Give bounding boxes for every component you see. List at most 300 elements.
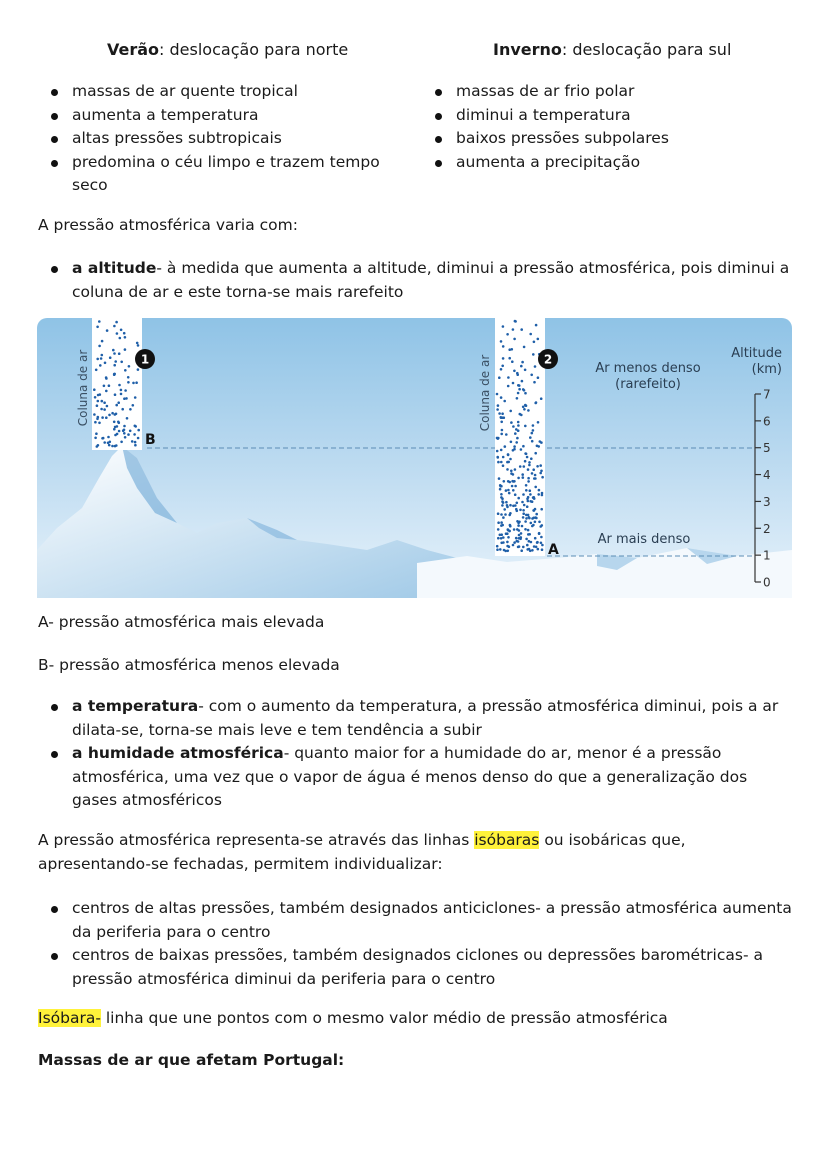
- more-dense-label: Ar mais denso: [597, 532, 691, 547]
- air-particle: [507, 376, 510, 379]
- air-particle: [135, 381, 138, 384]
- air-particle: [101, 354, 104, 357]
- air-particle: [531, 500, 534, 503]
- air-particle: [124, 369, 127, 372]
- column-label-1: Coluna de ar: [76, 349, 90, 427]
- winter-heading-bold: Inverno: [493, 40, 562, 59]
- air-particle: [503, 480, 506, 483]
- air-particle: [500, 421, 503, 424]
- air-particle: [541, 476, 544, 479]
- air-particle: [535, 513, 538, 516]
- air-particle: [537, 376, 540, 379]
- air-particle: [101, 340, 104, 343]
- air-particle: [502, 464, 505, 467]
- air-particle: [501, 500, 504, 503]
- air-particle: [114, 360, 117, 363]
- air-masses-heading: Massas de ar que afetam Portugal:: [38, 1051, 345, 1069]
- air-particle: [497, 537, 500, 540]
- air-particle: [113, 352, 116, 355]
- air-particle: [105, 377, 108, 380]
- air-particle: [114, 434, 117, 437]
- air-particle: [523, 504, 526, 507]
- air-particle: [120, 361, 123, 364]
- air-particle: [520, 328, 523, 331]
- altitude-list: [38, 257, 793, 304]
- less-dense-label: Ar menos denso: [595, 361, 701, 376]
- air-particle: [511, 480, 514, 483]
- air-particle: [108, 414, 111, 417]
- air-particle: [94, 437, 97, 440]
- air-particle: [537, 493, 540, 496]
- air-particle: [530, 457, 533, 460]
- air-particle: [115, 321, 118, 324]
- air-particle: [113, 325, 116, 328]
- air-particle: [514, 432, 517, 435]
- air-particle: [538, 532, 541, 535]
- air-particle: [513, 370, 516, 373]
- air-particle: [498, 376, 501, 379]
- air-particle: [529, 489, 532, 492]
- air-particle: [517, 524, 520, 527]
- air-particle: [498, 412, 501, 415]
- air-particle: [126, 417, 129, 420]
- scale-tick-label: 2: [763, 521, 771, 536]
- air-particle: [512, 544, 515, 547]
- air-particle: [118, 430, 121, 433]
- less-dense-sub-label: (rarefeito): [615, 377, 681, 392]
- air-particle: [97, 416, 100, 419]
- air-particle: [531, 525, 534, 528]
- air-particle: [529, 550, 532, 553]
- air-particle: [515, 441, 518, 444]
- list-item: [38, 695, 793, 742]
- air-particle: [109, 356, 112, 359]
- air-particle: [103, 385, 106, 388]
- air-particle: [524, 425, 527, 428]
- air-particle: [137, 344, 140, 347]
- air-particle: [525, 517, 528, 520]
- air-particle: [531, 432, 534, 435]
- air-particle: [502, 345, 505, 348]
- air-particle: [512, 505, 515, 508]
- pressure-intro: A pressão atmosférica varia com:: [38, 216, 298, 234]
- air-particle: [524, 392, 527, 395]
- air-particle: [503, 508, 506, 511]
- air-particle: [124, 389, 127, 392]
- air-particle: [497, 437, 500, 440]
- air-particle: [115, 404, 118, 407]
- air-particle: [134, 396, 137, 399]
- air-particle: [535, 401, 538, 404]
- air-particle: [525, 489, 528, 492]
- air-particle: [113, 364, 116, 367]
- air-particle: [101, 400, 104, 403]
- factor-humidity-bold: a humidade atmosférica: [72, 744, 284, 762]
- air-particle: [117, 401, 120, 404]
- air-particle: [507, 536, 510, 539]
- air-particle: [541, 548, 544, 551]
- air-particle: [520, 448, 523, 451]
- air-particle: [500, 461, 503, 464]
- air-particle: [496, 450, 499, 453]
- air-particle: [510, 441, 513, 444]
- air-particle: [511, 360, 514, 363]
- list-item: diminui a temperatura: [422, 104, 802, 128]
- air-particle: [117, 421, 120, 424]
- list-item: [38, 257, 793, 304]
- scale-tick-label: 1: [763, 548, 771, 563]
- air-particle: [540, 508, 543, 511]
- air-particle: [537, 548, 540, 551]
- air-particle: [510, 421, 513, 424]
- air-particle: [496, 408, 499, 411]
- scale-tick-label: 4: [763, 468, 771, 483]
- air-particle: [113, 421, 116, 424]
- marker-1-label: 1: [140, 352, 150, 367]
- air-particle: [496, 456, 499, 459]
- air-particle: [525, 484, 528, 487]
- air-particle: [527, 409, 530, 412]
- air-particle: [499, 485, 502, 488]
- air-particle: [516, 510, 519, 513]
- air-particle: [524, 520, 527, 523]
- air-particle: [514, 468, 517, 471]
- air-particle: [123, 397, 126, 400]
- air-particle: [501, 497, 504, 500]
- air-particle: [537, 421, 540, 424]
- air-particle: [107, 436, 110, 439]
- air-particle: [525, 453, 528, 456]
- air-particle: [105, 390, 108, 393]
- air-particle: [526, 505, 529, 508]
- air-particle: [511, 348, 514, 351]
- air-particle: [127, 433, 130, 436]
- air-particle: [496, 393, 499, 396]
- air-particle: [527, 514, 530, 517]
- air-particle: [512, 473, 515, 476]
- list-item: massas de ar frio polar: [422, 80, 802, 104]
- air-particle: [517, 546, 520, 549]
- air-particle: [519, 509, 522, 512]
- air-particle: [538, 521, 541, 524]
- air-particle: [504, 445, 507, 448]
- air-particle: [521, 380, 524, 383]
- air-particle: [500, 433, 503, 436]
- air-particle: [506, 504, 509, 507]
- air-particle: [518, 388, 521, 391]
- air-particle: [109, 441, 112, 444]
- air-particle: [532, 509, 535, 512]
- altitude-scale-title: Altitude: [731, 346, 782, 361]
- air-particle: [114, 445, 117, 448]
- air-particle: [506, 468, 509, 471]
- air-particle: [108, 384, 111, 387]
- air-particle: [516, 372, 519, 375]
- air-particle: [541, 544, 544, 547]
- air-particle: [517, 522, 520, 525]
- air-particle: [530, 522, 533, 525]
- air-particle: [527, 496, 530, 499]
- air-particle: [111, 445, 114, 448]
- altitude-pressure-figure: [37, 318, 792, 598]
- air-particle: [540, 397, 543, 400]
- air-particle: [132, 382, 135, 385]
- list-item: centros de altas pressões, também designados anticiclones- a pressão atmosférica aumenta da periferia para o centro: [38, 897, 793, 944]
- air-particle: [502, 325, 505, 328]
- air-particle: [529, 436, 532, 439]
- column-label-2: Coluna de ar: [478, 354, 492, 432]
- air-particle: [502, 456, 505, 459]
- air-particle: [111, 412, 114, 415]
- air-particle: [507, 461, 510, 464]
- list-item: altas pressões subtropicais: [38, 127, 398, 151]
- air-particle: [124, 336, 127, 339]
- air-column-1: [92, 318, 142, 450]
- air-particle: [101, 437, 104, 440]
- air-particle: [524, 528, 527, 531]
- air-particle: [134, 444, 137, 447]
- air-particle: [497, 404, 500, 407]
- air-particle: [497, 461, 500, 464]
- air-particle: [532, 429, 535, 432]
- air-particle: [113, 373, 116, 376]
- air-particle: [500, 340, 503, 343]
- list-item: centros de baixas pressões, também designados ciclones ou depressões barométricas- a pressão atmosférica diminui da periferia para o centro: [38, 944, 793, 991]
- air-particle: [499, 548, 502, 551]
- air-particle: [513, 541, 516, 544]
- air-particle: [134, 425, 137, 428]
- air-particle: [497, 512, 500, 515]
- air-particle: [500, 513, 503, 516]
- air-particle: [500, 396, 503, 399]
- air-particle: [514, 493, 517, 496]
- air-particle: [509, 410, 512, 413]
- air-particle: [523, 465, 526, 468]
- air-particle: [527, 480, 530, 483]
- list-item: predomina o céu limpo e trazem tempo seco: [38, 151, 398, 198]
- air-particle: [512, 425, 515, 428]
- air-particle: [534, 537, 537, 540]
- air-particle: [94, 396, 97, 399]
- air-particle: [508, 530, 511, 533]
- factor-temperature-text: - com o aumento da temperatura, a pressão atmosférica diminui, pois a ar dilata-se, torna-se mais leve e tem tendência a subir: [72, 697, 779, 739]
- air-particle: [100, 408, 103, 411]
- air-particle: [96, 445, 99, 448]
- air-particle: [539, 525, 542, 528]
- air-particle: [502, 516, 505, 519]
- air-particle: [511, 485, 514, 488]
- air-particle: [134, 441, 137, 444]
- marker-2-label: 2: [543, 352, 553, 367]
- definition-highlight: Isóbara-: [38, 1009, 101, 1027]
- air-particle: [530, 541, 533, 544]
- air-particle: [132, 404, 135, 407]
- air-particle: [534, 452, 537, 455]
- air-particle: [528, 517, 531, 520]
- air-particle: [500, 533, 503, 536]
- air-particle: [113, 428, 116, 431]
- air-particle: [96, 358, 99, 361]
- summer-list: [38, 80, 398, 198]
- isobar-definition: [38, 1007, 668, 1031]
- air-particle: [103, 441, 106, 444]
- air-particle: [118, 352, 121, 355]
- air-particle: [516, 437, 519, 440]
- air-particle: [513, 338, 516, 341]
- air-particle: [104, 362, 107, 365]
- air-particle: [101, 416, 104, 419]
- air-particle: [513, 528, 516, 531]
- air-particle: [539, 472, 542, 475]
- air-particle: [513, 448, 516, 451]
- air-particle: [512, 382, 515, 385]
- air-particle: [528, 461, 531, 464]
- air-particle: [519, 465, 522, 468]
- air-particle: [509, 458, 512, 461]
- air-particle: [527, 477, 530, 480]
- air-particle: [536, 465, 539, 468]
- air-particle: [534, 516, 537, 519]
- air-particle: [106, 329, 109, 332]
- air-particle: [502, 357, 505, 360]
- air-particle: [503, 400, 506, 403]
- air-particle: [120, 389, 123, 392]
- air-particle: [522, 445, 525, 448]
- isobar-highlight: isóbaras: [474, 831, 540, 849]
- air-particle: [533, 341, 536, 344]
- air-particle: [525, 538, 528, 541]
- air-particle: [514, 320, 517, 323]
- air-particle: [540, 542, 543, 545]
- air-particle: [124, 436, 127, 439]
- air-particle: [520, 532, 523, 535]
- air-particle: [534, 474, 537, 477]
- air-particle: [97, 400, 100, 403]
- air-particle: [520, 549, 523, 552]
- air-particle: [501, 429, 504, 432]
- altitude-text: - à medida que aumenta a altitude, diminui a pressão atmosférica, pois diminui a coluna de ar e este torna-se mais rarefeito: [72, 259, 790, 301]
- air-particle: [505, 532, 508, 535]
- air-particle: [532, 424, 535, 427]
- air-particle: [500, 368, 503, 371]
- summer-heading-rest: : deslocação para norte: [159, 40, 349, 59]
- air-particle: [517, 421, 520, 424]
- point-b-label: B: [145, 432, 156, 448]
- air-particle: [114, 413, 117, 416]
- air-particle: [120, 393, 123, 396]
- air-particle: [123, 332, 126, 335]
- winter-list: [422, 80, 802, 174]
- air-particle: [527, 529, 530, 532]
- air-particle: [105, 416, 108, 419]
- air-particle: [518, 529, 521, 532]
- air-particle: [499, 488, 502, 491]
- air-particle: [520, 414, 523, 417]
- air-particle: [100, 357, 103, 360]
- list-item: aumenta a temperatura: [38, 104, 398, 128]
- air-particle: [505, 501, 508, 504]
- air-particle: [526, 544, 529, 547]
- air-particle: [114, 393, 117, 396]
- scale-tick-label: 0: [763, 575, 771, 590]
- air-particle: [133, 433, 136, 436]
- air-particle: [95, 369, 98, 372]
- air-particle: [498, 477, 501, 480]
- air-particle: [501, 365, 504, 368]
- air-particle: [95, 432, 98, 435]
- air-particle: [500, 493, 503, 496]
- air-particle: [534, 477, 537, 480]
- air-particle: [98, 422, 101, 425]
- air-particle: [496, 545, 499, 548]
- air-particle: [527, 533, 530, 536]
- air-particle: [98, 345, 101, 348]
- air-particle: [529, 493, 532, 496]
- air-particle: [536, 445, 539, 448]
- factor-temperature-bold: a temperatura: [72, 697, 199, 715]
- air-particle: [522, 476, 525, 479]
- scale-tick-label: 7: [763, 387, 771, 402]
- air-particle: [129, 430, 132, 433]
- air-particle: [522, 516, 525, 519]
- air-particle: [524, 460, 527, 463]
- air-particle: [531, 549, 534, 552]
- air-particle: [124, 348, 127, 351]
- air-particle: [539, 464, 542, 467]
- air-particle: [516, 502, 519, 505]
- air-particle: [506, 541, 509, 544]
- air-particle: [517, 392, 520, 395]
- air-particle: [99, 393, 102, 396]
- air-particle: [517, 477, 520, 480]
- air-particle: [505, 433, 508, 436]
- air-particle: [515, 428, 518, 431]
- air-particle: [501, 412, 504, 415]
- air-particle: [529, 333, 532, 336]
- isobar-text-before: A pressão atmosférica representa-se através das linhas: [38, 831, 475, 849]
- air-particle: [508, 357, 511, 360]
- air-particle: [506, 545, 509, 548]
- winter-heading-rest: : deslocação para sul: [561, 40, 732, 59]
- air-particle: [116, 425, 119, 428]
- air-particle: [506, 333, 509, 336]
- air-particle: [123, 429, 126, 432]
- air-particle: [531, 440, 534, 443]
- air-particle: [103, 401, 106, 404]
- air-particle: [94, 421, 97, 424]
- centers-list: [38, 897, 793, 991]
- air-particle: [537, 338, 540, 341]
- air-particle: [527, 468, 530, 471]
- air-particle: [533, 545, 536, 548]
- air-particle: [93, 413, 96, 416]
- air-particle: [514, 485, 517, 488]
- air-particle: [121, 408, 124, 411]
- air-particle: [507, 550, 510, 553]
- air-particle: [524, 369, 527, 372]
- air-particle: [93, 388, 96, 391]
- air-particle: [136, 342, 139, 345]
- air-particle: [123, 432, 126, 435]
- air-particle: [96, 404, 99, 407]
- isobar-paragraph: [38, 829, 738, 876]
- air-particle: [533, 381, 536, 384]
- air-particle: [536, 541, 539, 544]
- scale-tick-label: 6: [763, 414, 771, 429]
- air-particle: [538, 489, 541, 492]
- air-particle: [127, 376, 130, 379]
- air-particle: [535, 324, 538, 327]
